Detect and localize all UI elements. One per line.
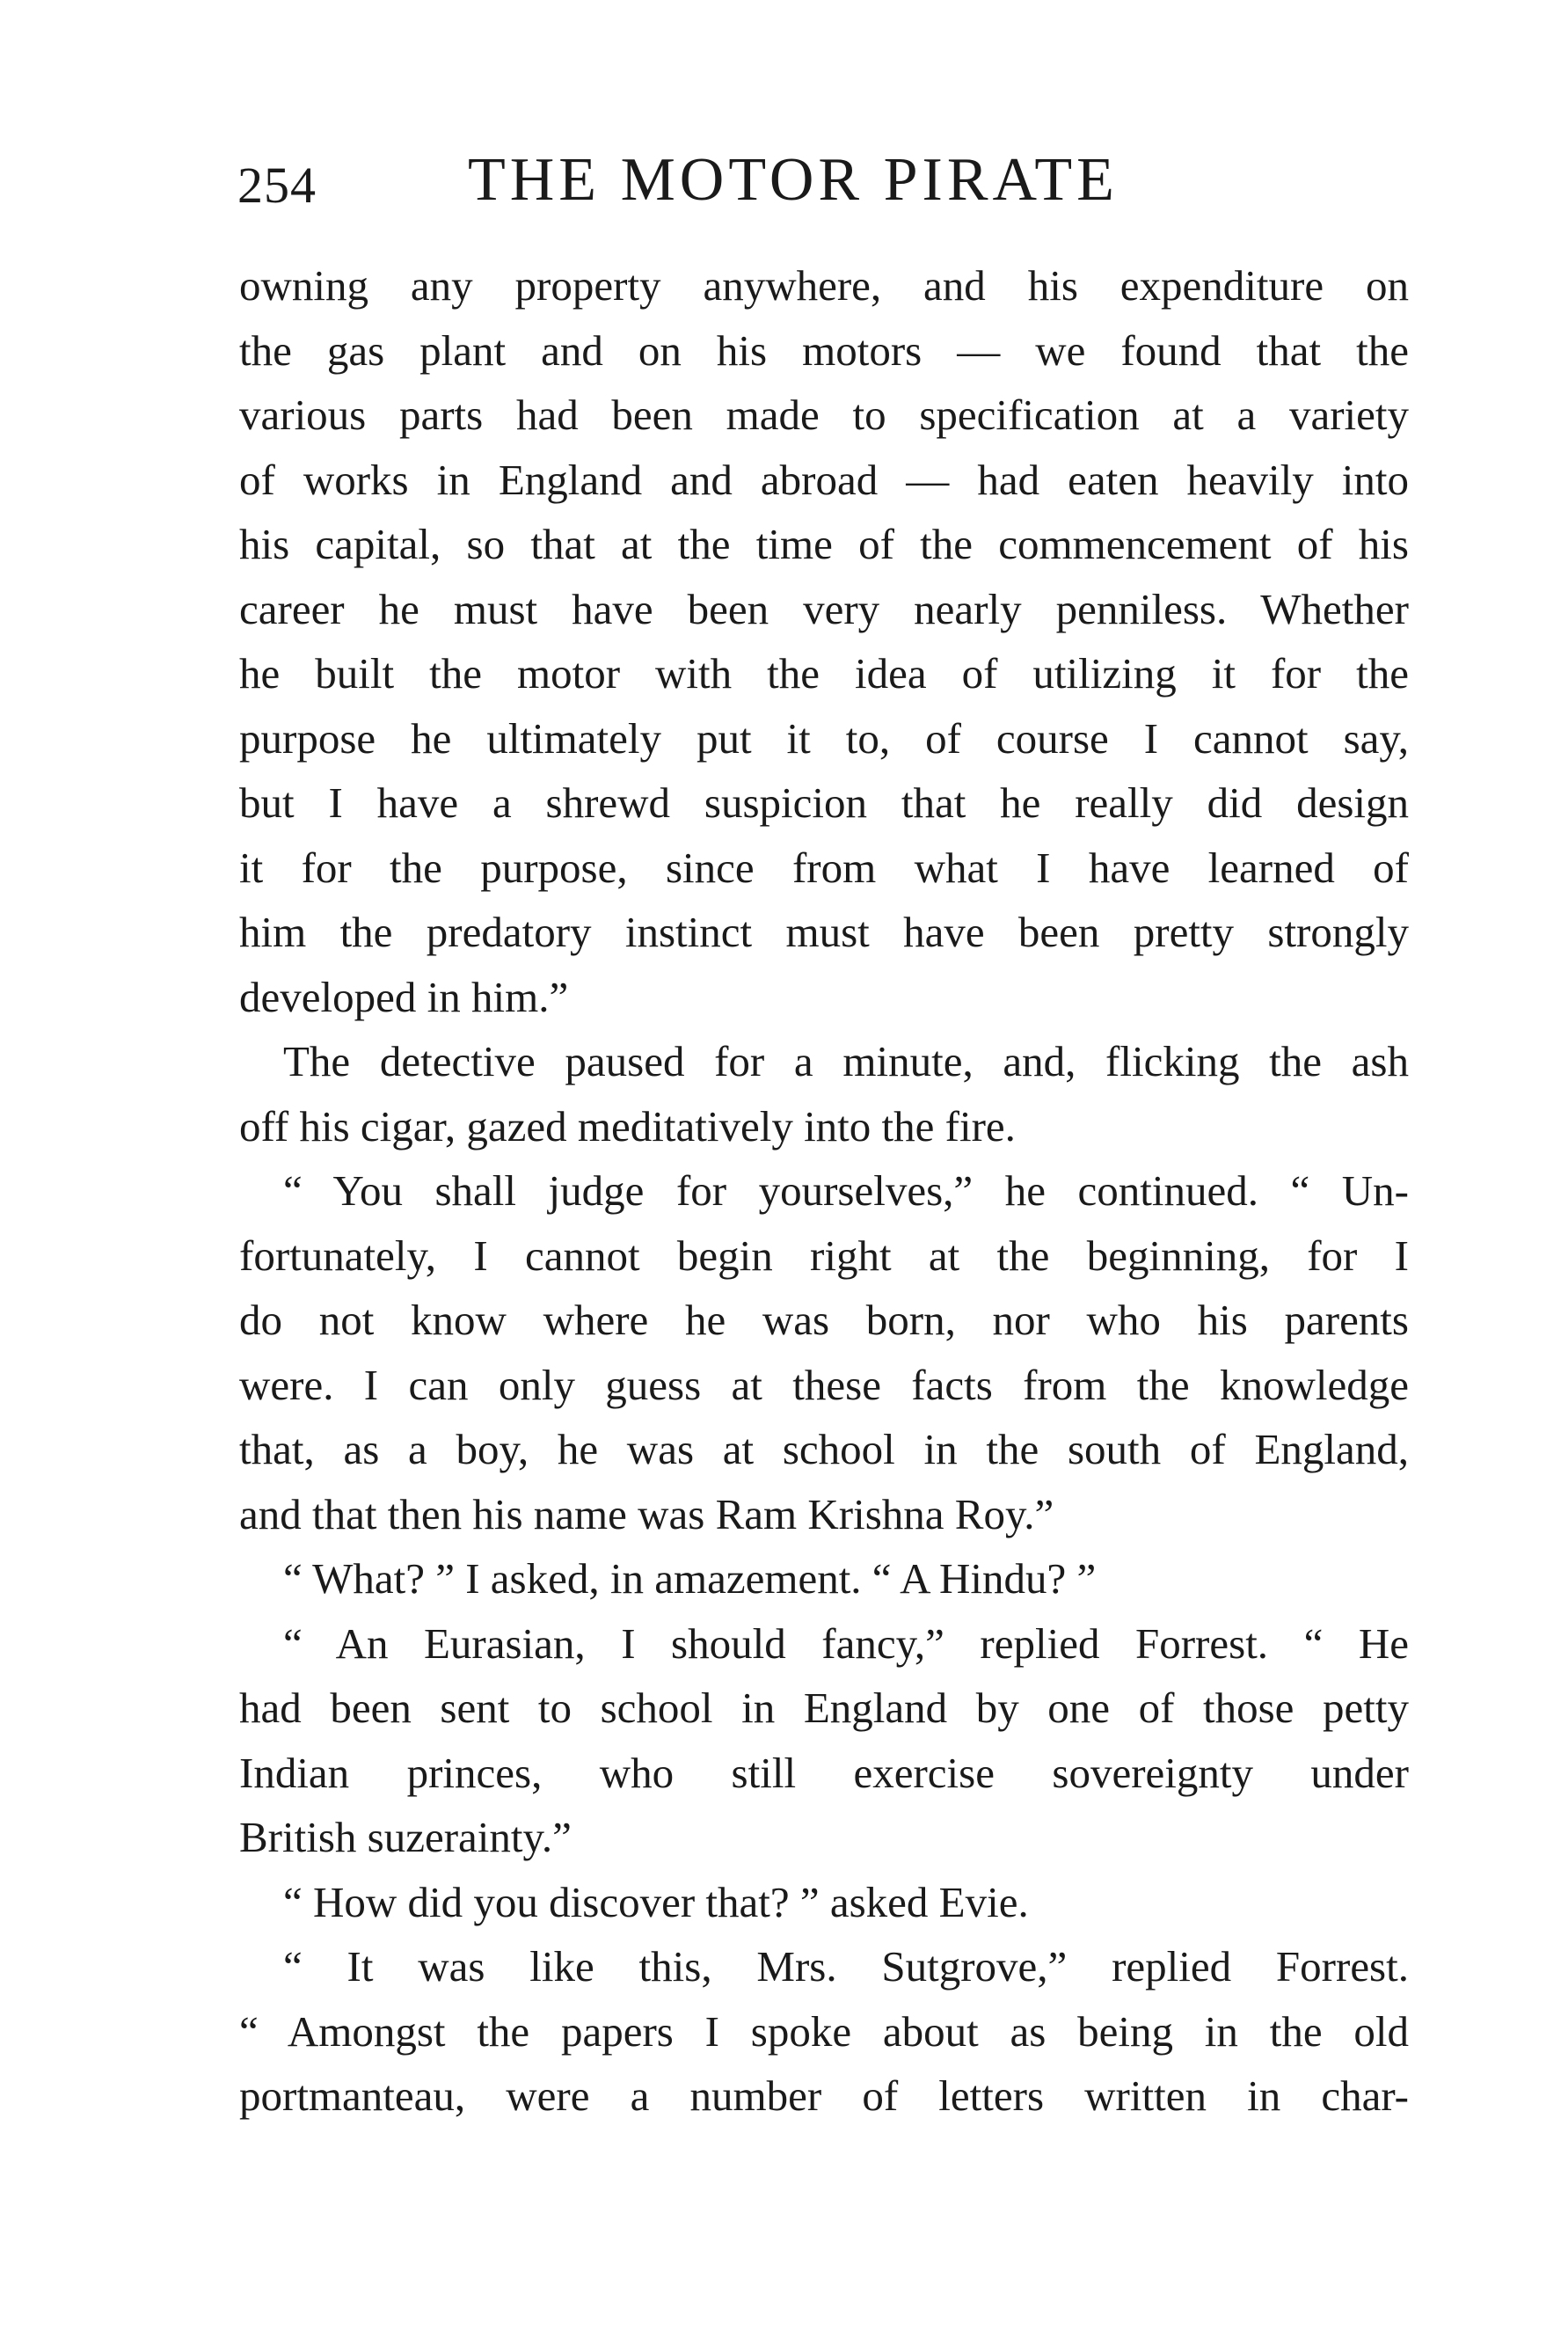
- text-line: purpose he ultimately put it to, of course I cannot say,: [239, 713, 1409, 763]
- text-line: “ What? ” I asked, in amazement. “ A Hindu? ”: [283, 1554, 1097, 1603]
- text-line: of works in England and abroad — had eaten heavily into: [239, 455, 1409, 504]
- text-line: “ How did you discover that? ” asked Evie.: [283, 1877, 1029, 1926]
- running-head: [237, 145, 1425, 224]
- book-title: THE MOTOR PIRATE: [468, 146, 1119, 214]
- text-line: “ An Eurasian, I should fancy,” replied Forrest. “ He: [283, 1618, 1409, 1668]
- body-text: [239, 253, 1409, 2129]
- text-line: his capital, so that at the time of the commencement of his: [239, 520, 1409, 568]
- text-line: do not know where he was born, nor who his parents: [239, 1296, 1409, 1344]
- text-line: him the predatory instinct must have been pretty strongly: [239, 908, 1409, 956]
- text-line: British suzerainty.”: [239, 1813, 572, 1861]
- text-line: fortunately, I cannot begin right at the beginning, for I: [239, 1231, 1409, 1280]
- text-line: “ Amongst the papers I spoke about as being in the old: [239, 2006, 1409, 2056]
- text-line: but I have a shrewd suspicion that he really did design: [239, 778, 1409, 827]
- text-line: and that then his name was Ram Krishna Roy.”: [239, 1489, 1054, 1538]
- text-line: The detective paused for a minute, and, flicking the ash: [283, 1037, 1409, 1085]
- text-line: that, as a boy, he was at school in the south of England,: [239, 1425, 1409, 1473]
- text-line: career he must have been very nearly penniless. Whether: [239, 584, 1409, 633]
- text-line: various parts had been made to specification at a variety: [239, 391, 1409, 439]
- text-line: “ It was like this, Mrs. Sutgrove,” replied Forrest.: [283, 1942, 1409, 1991]
- text-line: he built the motor with the idea of utilizing it for the: [239, 649, 1409, 698]
- text-line: had been sent to school in England by one of those petty: [239, 1684, 1409, 1732]
- text-line: it for the purpose, since from what I have learned of: [239, 843, 1409, 892]
- text-line: developed in him.”: [239, 972, 569, 1021]
- text-line: portmanteau, were a number of letters written in char-: [239, 2071, 1409, 2120]
- text-line: off his cigar, gazed meditatively into the fire.: [239, 1101, 1016, 1151]
- text-line: owning any property anywhere, and his expenditure on: [239, 261, 1409, 310]
- text-line: were. I can only guess at these facts from the knowledge: [239, 1360, 1409, 1409]
- text-line: Indian princes, who still exercise sovereignty under: [239, 1748, 1409, 1797]
- text-line: “ You shall judge for yourselves,” he continued. “ Un-: [283, 1166, 1409, 1215]
- text-line: the gas plant and on his motors — we found that the: [239, 325, 1409, 375]
- page-number: 254: [237, 157, 317, 214]
